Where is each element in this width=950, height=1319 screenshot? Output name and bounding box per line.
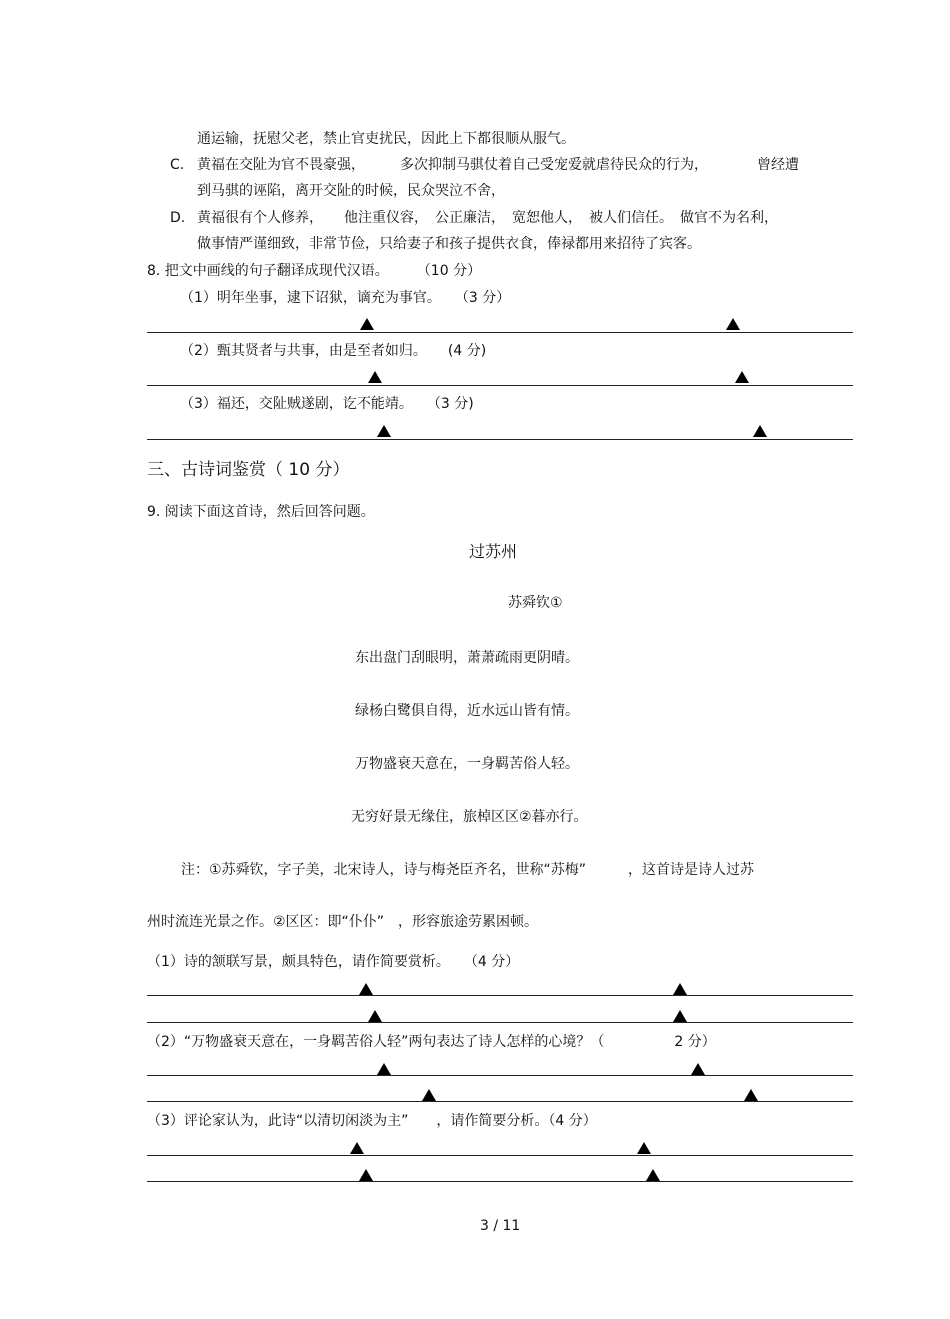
answer-marker-triangle [673, 1010, 687, 1022]
question-9-sub-2: （2）“万物盛衰天意在，一身羁苦俗人轻”两句表达了诗人怎样的心境？（ 2 分） [147, 1034, 716, 1050]
poem-author: 苏舜钦① [508, 595, 563, 611]
poem-line-4: 无穷好景无缘住，旅棹区区②暮亦行。 [351, 809, 588, 825]
option-c-letter: C. [170, 157, 185, 173]
option-d-letter: D. [170, 210, 186, 226]
answer-marker-triangle [726, 318, 740, 330]
answer-marker-triangle [368, 1010, 382, 1022]
question-8-sentence-2: （2）甄其贤者与共事，由是至者如归。 (4 分) [180, 343, 487, 359]
answer-marker-triangle [359, 1169, 373, 1181]
section-3-heading: 三、古诗词鉴赏（ 10 分） [147, 460, 350, 480]
answer-line [147, 1101, 853, 1102]
answer-marker-triangle [735, 371, 749, 383]
answer-marker-triangle [368, 371, 382, 383]
answer-marker-triangle [744, 1089, 758, 1101]
question-9-sub-1: （1）诗的颔联写景，颇具特色，请作简要赏析。 （4 分） [147, 954, 520, 970]
option-c-line1: 黄福在交阯为官不畏豪强， 多次抑制马骐仗着自己受宠爱就虐待民众的行为， 曾经遭 [197, 157, 799, 173]
page-number: 3 / 11 [480, 1218, 521, 1234]
option-c-line2: 到马骐的诬陷，离开交阯的时候，民众哭泣不舍， [197, 183, 505, 199]
poem-title: 过苏州 [469, 542, 518, 561]
poem-note-line-2: 州时流连光景之作。②区区：即“仆仆” ，形容旅途劳累困顿。 [147, 914, 539, 930]
question-8-sentence-1: （1）明年坐事，逮下诏狱，谪充为事官。 （3 分） [180, 290, 511, 306]
option-b-continuation: 通运输，抚慰父老，禁止官吏扰民，因此上下都很顺从服气。 [197, 131, 575, 147]
answer-marker-triangle [646, 1169, 660, 1181]
answer-line [147, 385, 853, 386]
answer-line [147, 995, 853, 996]
answer-marker-triangle [350, 1142, 364, 1154]
question-8-prompt: 8. 把文中画线的句子翻译成现代汉语。 （10 分） [147, 263, 482, 279]
answer-marker-triangle [377, 1063, 391, 1075]
answer-marker-triangle [359, 983, 373, 995]
answer-line [147, 1155, 853, 1156]
answer-line [147, 332, 853, 333]
answer-marker-triangle [422, 1089, 436, 1101]
answer-line [147, 1181, 853, 1182]
answer-marker-triangle [691, 1063, 705, 1075]
answer-line [147, 439, 853, 440]
answer-marker-triangle [637, 1142, 651, 1154]
option-d-line2: 做事情严谨细致，非常节俭，只给妻子和孩子提供衣食，俸禄都用来招待了宾客。 [197, 236, 701, 252]
question-9-sub-3: （3）评论家认为，此诗“以清切闲淡为主” ，请作简要分析。（4 分） [147, 1113, 597, 1129]
option-d-line1: 黄福很有个人修养， 他注重仪容， 公正廉洁， 宽恕他人， 被人们信任。 做官不为名利， [197, 210, 778, 226]
poem-note-line-1: 注：①苏舜钦，字子美，北宋诗人，诗与梅尧臣齐名，世称“苏梅” ，这首诗是诗人过苏 [181, 862, 755, 878]
answer-marker-triangle [753, 425, 767, 437]
poem-line-2: 绿杨白鹭俱自得，近水远山皆有情。 [355, 703, 579, 719]
question-8-sentence-3: （3）福还，交阯贼遂剧，讫不能靖。 （3 分) [180, 396, 474, 412]
question-9-prompt: 9. 阅读下面这首诗，然后回答问题。 [147, 504, 375, 520]
poem-line-3: 万物盛衰天意在，一身羁苦俗人轻。 [355, 756, 579, 772]
answer-marker-triangle [360, 318, 374, 330]
poem-line-1: 东出盘门刮眼明，萧萧疏雨更阴晴。 [355, 650, 579, 666]
answer-line [147, 1075, 853, 1076]
answer-marker-triangle [673, 983, 687, 995]
answer-line [147, 1022, 853, 1023]
answer-marker-triangle [377, 425, 391, 437]
